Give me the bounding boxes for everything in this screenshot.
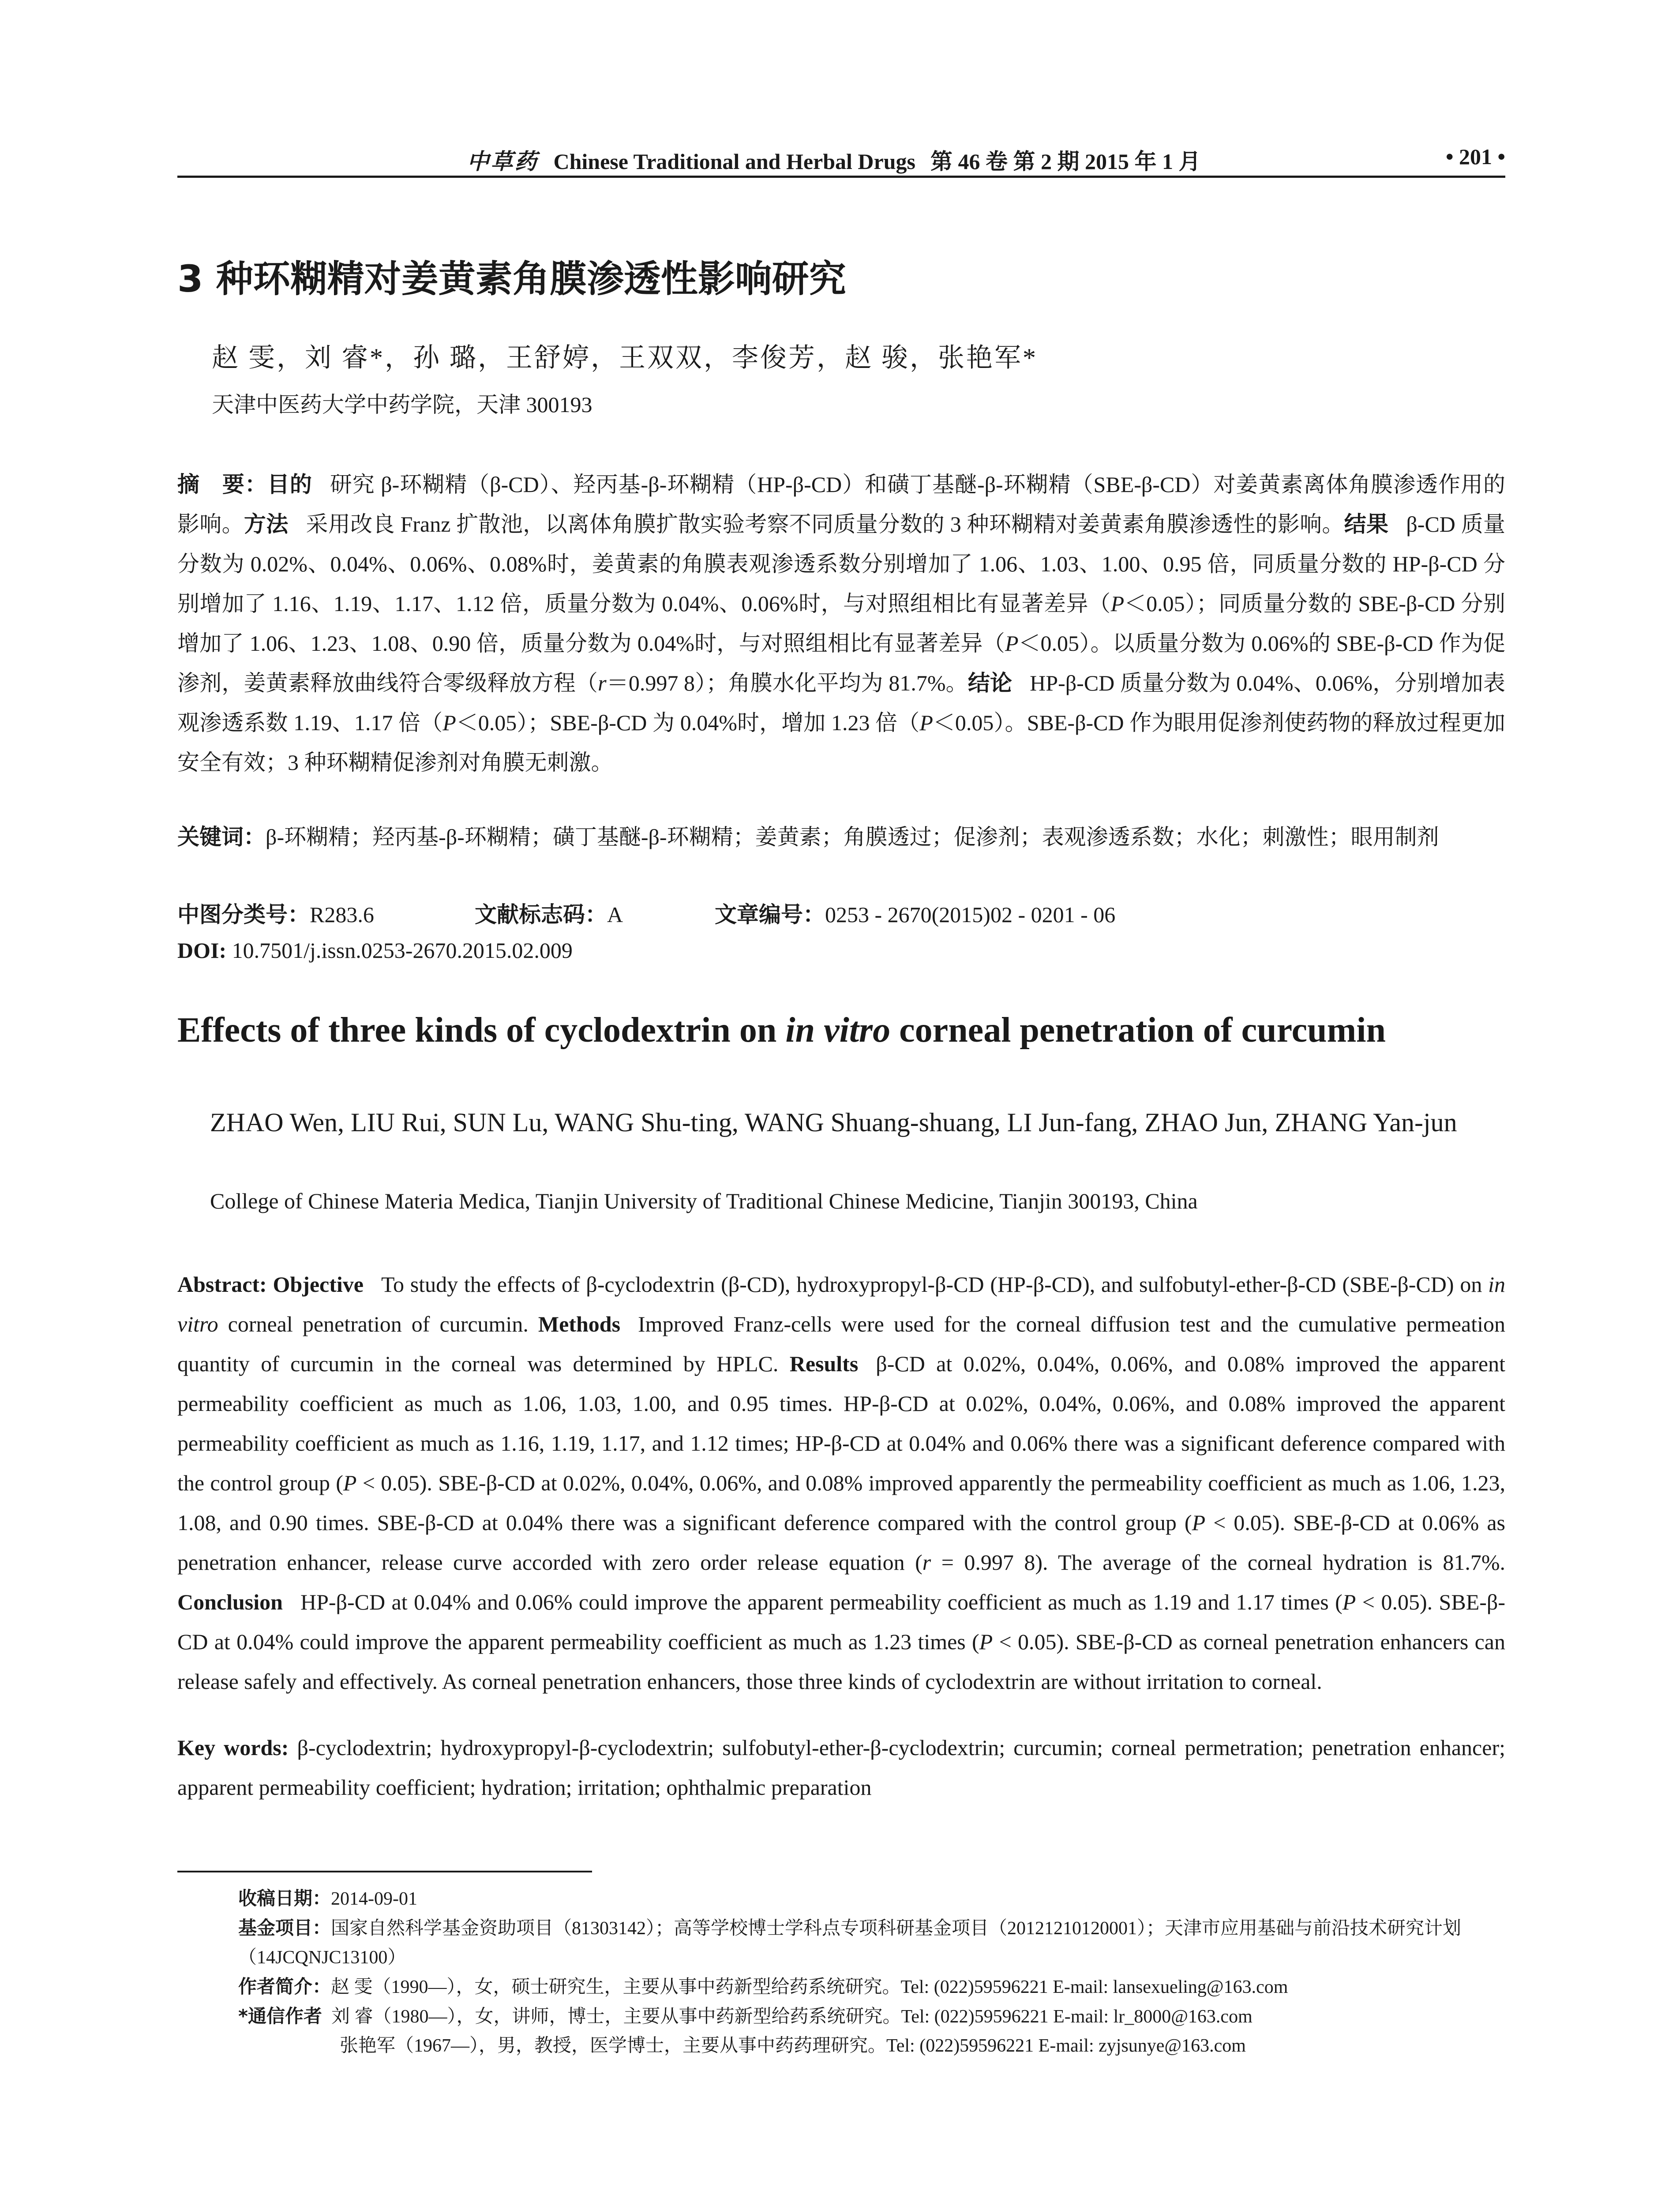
title-en-part: corneal penetration of curcumin [890,1011,1386,1050]
affiliation-en: College of Chinese Materia Medica, Tianjin University of Traditional Chinese Medicine, Tianjin 300193, China [210,1189,1198,1213]
conclusion-text-cn: ＜0.05）。SBE-β-CD 作为眼用促渗剂使药物的释放过程更加安全有效；3 种环糊精促渗剂对角膜无刺激。 [177,710,1505,775]
clc-number [177,897,374,929]
author-list-en: ZHAO Wen, LIU Rui, SUN Lu, WANG Shu-ting, WANG Shuang-shuang, LI Jun-fang, ZHAO Jun, ZHANG Yan-jun [210,1108,1457,1137]
received-date [238,1884,1505,1913]
p-value-symbol: P [1192,1510,1206,1535]
corresponding-author-2: 张艳军（1967—），男，教授，医学博士，主要从事中药药理研究。Tel: (022)59596221 E-mail: zyjsunye@163.com [340,2036,1246,2056]
clc-label: 中图分类号： [177,902,310,927]
conclusion-text-cn: HP-β-CD 质量分数为 0.04%、0.06%，分别增加表观渗透系数 1.19、1.17 倍（ [177,671,1506,735]
funding-value: 国家自然科学基金资助项目（81303142）；高等学校博士学科点专项科研基金项目（20121210120001）；天津市应用基础与前沿技术研究计划（14JCQNJC13100） [238,1918,1462,1968]
document-code [475,897,623,929]
methods-label-cn: 方法 [244,511,289,537]
journal-name-en: Chinese Traditional and Herbal Drugs [553,149,915,174]
objective-label-cn: 目的 [267,472,312,497]
results-text-cn: ＜0.05）。以质量分数为 0.06%的 SBE-β-CD 作为促渗剂，姜黄素释放曲线符合零级释放方程（ [177,631,1505,695]
results-text-en: < 0.05). SBE-β-CD at 0.02%, 0.04%, 0.06%, and 0.08% improved apparently the permeability coefficient as much as 1.06, 1.23, 1.08, and 0.90 times. SBE-β-CD at 0.04% there was a significant deference compared with the control group ( [177,1471,1505,1535]
results-label-cn: 结果 [1344,511,1389,537]
conclusion-text-cn: ＜0.05）；SBE-β-CD 为 0.04%时，增加 1.23 倍（ [456,710,920,735]
conclusion-text-en: < 0.05). SBE-β-CD as corneal penetration enhancers can release safely and effectively. As corneal penetration enhancers, those three kinds of cyclodextrin are without irritation to corneal. [177,1629,1505,1694]
conclusion-text-en: < 0.05). SBE-β-CD at 0.04% could improve the apparent permeability coefficient as much as 1.23 times ( [177,1590,1505,1654]
article-title-en [177,1010,1386,1050]
footnotes [238,1884,1505,2060]
p-value-symbol: P [442,710,456,735]
results-text-cn: ＝0.997 8）；角膜水化平均为 81.7%。 [606,671,968,695]
author-list-cn: 赵 雯，刘 睿*，孙 璐，王舒婷，王双双，李俊芳，赵 骏，张艳军* [212,343,1038,372]
p-value-symbol: P [343,1471,357,1495]
page-number: • 201 • [1445,144,1505,169]
abstract-label-cn: 摘 要： [177,472,267,497]
doi [177,938,573,963]
results-label-en: Results [789,1351,859,1376]
author-bio-label: 作者简介： [238,1976,331,1997]
document-code-value: A [607,902,623,927]
objective-text-cn: 研究 β-环糊精（β-CD）、羟丙基-β-环糊精（HP-β-CD）和磺丁基醚-β-环糊精（SBE-β-CD）对姜黄素离体角膜渗透作用的影响。 [177,472,1505,536]
corresponding-author [238,2002,1505,2031]
r-value-symbol: r [922,1550,931,1575]
article-title-cn: 3 种环糊精对姜黄素角膜渗透性影响研究 [177,257,846,300]
corresponding-author-2-row [238,2031,1505,2060]
abstract-en [177,1264,1505,1701]
funding-note [238,1913,1505,1972]
issue-info: 第 46 卷 第 2 期 2015 年 1 月 [930,149,1201,174]
document-code-label: 文献标志码： [475,902,607,927]
keywords-label-cn: 关键词： [177,824,266,850]
article-number-label: 文章编号： [715,902,825,927]
header-rule [177,176,1505,178]
abstract-label-en: Abstract: [177,1272,267,1297]
affiliation-cn: 天津中医药大学中药学院，天津 300193 [212,392,592,417]
journal-name-cn: 中草药 [467,148,539,174]
article-number [715,897,1115,929]
p-value-symbol: P [1110,591,1125,616]
doi-label: DOI: [177,938,227,963]
keywords-en [177,1728,1505,1807]
methods-text-en: Improved Franz-cells were used for the corneal diffusion test and the cumulative permeation quantity of curcumin in the corneal was determined by HPLC. [177,1312,1506,1376]
objective-text-en: corneal penetration of curcumin. [218,1312,529,1336]
conclusion-label-en: Conclusion [177,1590,283,1614]
p-value-symbol: P [1342,1590,1356,1614]
results-text-en: β-CD at 0.02%, 0.04%, 0.06%, and 0.08% improved the apparent permeability coefficient as much as 1.06, 1.03, 1.00, and 0.95 times. HP-β-CD at 0.02%, 0.04%, 0.06%, and 0.08% improved the apparent permeability coefficient as much as 1.16, 1.19, 1.17, and 1.12 times; HP-β-CD at 0.04% and 0.06% there was a significant deference compared with the control group ( [177,1351,1506,1495]
methods-label-en: Methods [538,1312,621,1336]
objective-italic-en: in vitro [177,1272,1505,1336]
clc-value: R283.6 [310,902,374,927]
p-value-symbol: P [979,1629,993,1654]
author-bio [238,1972,1505,2002]
title-en-part: Effects of three kinds of cyclodextrin on [177,1011,786,1050]
running-header [177,140,1505,176]
keywords-label-en: Key words: [177,1735,289,1760]
objective-text-en: To study the effects of β-cyclodextrin (β-CD), hydroxypropyl-β-CD (HP-β-CD), and sulfobutyl-ether-β-CD (SBE-β-CD) on [381,1272,1489,1297]
received-value: 2014-09-01 [331,1889,417,1909]
corresponding-label: *通信作者 [238,2005,322,2027]
doi-value: 10.7501/j.issn.0253-2670.2015.02.009 [232,938,573,963]
abstract-cn [177,465,1505,782]
journal-line [177,144,1505,176]
author-bio-value: 赵 雯（1990—），女，硕士研究生，主要从事中药新型给药系统研究。Tel: (022)59596221 E-mail: lansexueling@163.com [331,1977,1288,1997]
keywords-text-cn: β-环糊精；羟丙基-β-环糊精；磺丁基醚-β-环糊精；姜黄素；角膜透过；促渗剂；表观渗透系数；水化；刺激性；眼用制剂 [266,825,1439,849]
r-value-symbol: r [598,671,607,695]
results-text-en: < 0.05). SBE-β-CD at 0.06% as penetration enhancer, release curve accorded with zero order release equation ( [177,1510,1506,1575]
p-value-symbol: P [1005,631,1019,656]
conclusion-label-cn: 结论 [968,670,1012,696]
corresponding-author-1: 刘 睿（1980—），女，讲师，博士，主要从事中药新型给药系统研究。Tel: (022)59596221 E-mail: lr_8000@163.com [331,2007,1252,2027]
footnote-rule [177,1871,592,1872]
p-value-symbol: P [919,710,933,735]
keywords-text-en: β-cyclodextrin; hydroxypropyl-β-cyclodextrin; sulfobutyl-ether-β-cyclodextrin; curcumin; corneal permetration; penetration enhancer; apparent permeability coefficient; hydration; irritation; ophthalmic preparation [177,1735,1505,1800]
keywords-cn [177,817,1505,857]
objective-label-en: Objective [273,1272,364,1297]
results-text-en: = 0.997 8). The average of the corneal hydration is 81.7%. [931,1550,1505,1575]
conclusion-text-en: HP-β-CD at 0.04% and 0.06% could improve the apparent permeability coefficient as much as 1.19 and 1.17 times ( [300,1590,1342,1614]
methods-text-cn: 采用改良 Franz 扩散池，以离体角膜扩散实验考察不同质量分数的 3 种环糊精对姜黄素角膜渗透性的影响。 [306,512,1344,536]
funding-label: 基金项目： [238,1917,331,1939]
title-en-italic: in vitro [785,1011,891,1050]
results-text-cn: ＜0.05）；同质量分数的 SBE-β-CD 分别增加了 1.06、1.23、1.08、0.90 倍，质量分数为 0.04%时，与对照组相比有显著差异（ [177,591,1505,656]
results-text-cn: β-CD 质量分数为 0.02%、0.04%、0.06%、0.08%时，姜黄素的角膜表观渗透系数分别增加了 1.06、1.03、1.00、0.95 倍，同质量分数的 HP-β-CD 分别增加了 1.16、1.19、1.17、1.12 倍，质量分数为 0.04%、0.06%时，与对照组相比有显著差异（ [177,512,1506,616]
received-label: 收稿日期： [238,1887,331,1909]
article-number-value: 0253 - 2670(2015)02 - 0201 - 06 [825,902,1116,927]
